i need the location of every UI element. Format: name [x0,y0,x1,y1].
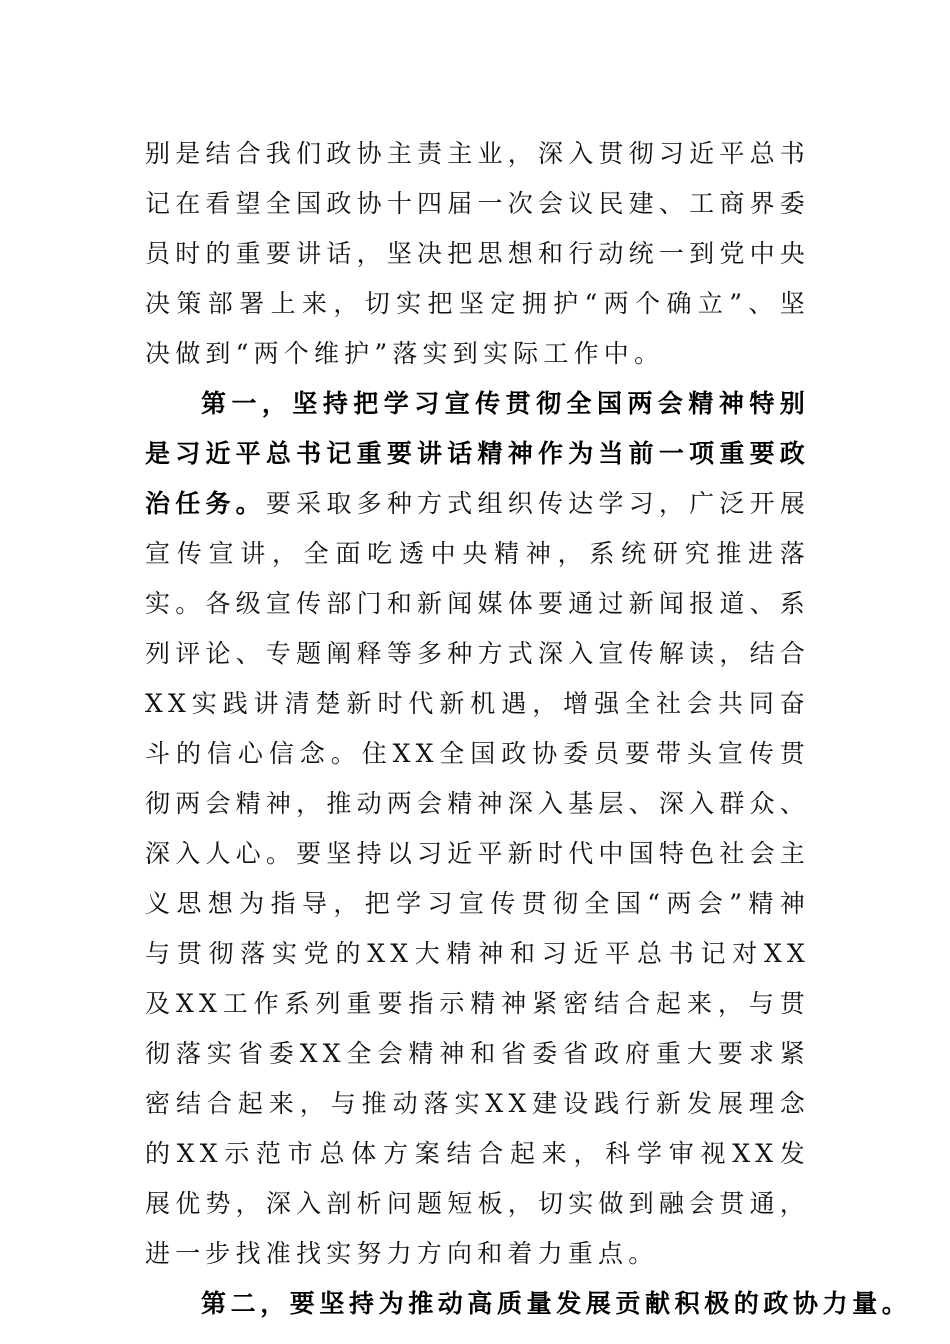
paragraph-second-point [145,1279,912,1329]
paragraph-3-heading: 第二，要坚持为推动高质量发展贡献积极的政协力量。 [201,1289,912,1318]
paragraph-1-text: 别是结合我们政协主责主业，深入贯彻习近平总书记在看望全国政协十四届一次会议民建、工商界委员时的重要讲话，坚决把思想和行动统一到党中央决策部署上来，切实把坚定拥护“两个确立”、坚决做到“两个维护”落实到实际工作中。 [145,139,810,368]
paragraph-first-point [145,379,810,1279]
paragraph-2-text: 要采取多种方式组织传达学习，广泛开展宣传宣讲，全面吃透中央精神，系统研究推进落实。各级宣传部门和新闻媒体要通过新闻报道、系列评论、专题阐释等多种方式深入宣传解读，结合XX实践讲清楚新时代新机遇，增强全社会共同奋斗的信心信念。住XX全国政协委员要带头宣传贯彻两会精神，推动两会精神深入基层、深入群众、深入人心。要坚持以习近平新时代中国特色社会主义思想为指导，把学习宣传贯彻全国“两会”精神与贯彻落实党的XX大精神和习近平总书记对XX及XX工作系列重要指示精神紧密结合起来，与贯彻落实省委XX全会精神和省委省政府重大要求紧密结合起来，与推动落实XX建设践行新发展理念的XX示范市总体方案结合起来，科学审视XX发展优势，深入剖析问题短板，切实做到融会贯通，进一步找准找实努力方向和着力重点。 [145,489,810,1268]
paragraph-continuation [145,129,810,379]
paragraph-2-heading: 第一，坚持把学习宣传贯彻全国两会精神特别是习近平总书记重要讲话精神作为当前一项重要政治任务。 [145,389,810,518]
document-body [145,129,912,1329]
